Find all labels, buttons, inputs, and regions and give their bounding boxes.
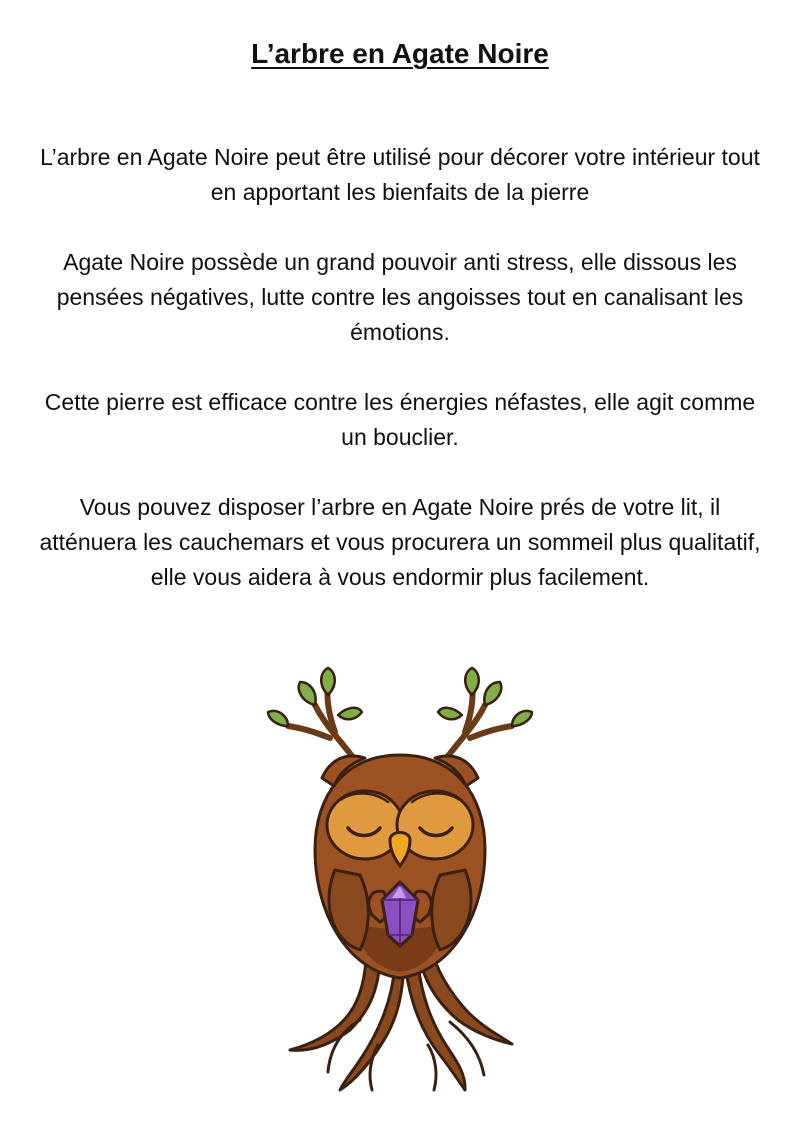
page-title: L’arbre en Agate Noire bbox=[251, 38, 549, 69]
paragraph-intro: L’arbre en Agate Noire peut être utilisé pour décorer votre intérieur tout en apportant les bienfaits de la pierre bbox=[40, 144, 760, 205]
paragraph-protection: Cette pierre est efficace contre les énergies néfastes, elle agit comme un bouclier. bbox=[44, 389, 756, 450]
owl-tree-illustration bbox=[260, 660, 540, 1110]
leaves bbox=[268, 668, 532, 726]
owl-tree-icon bbox=[260, 660, 540, 1110]
owl-wing-right bbox=[432, 870, 471, 950]
paragraph-anti-stress: Agate Noire possède un grand pouvoir anti stress, elle dissous les pensées négatives, lutte contre les angoisses tout en canalisant les émotions. bbox=[56, 249, 744, 345]
body-text bbox=[30, 140, 770, 630]
owl-wing-left bbox=[329, 870, 368, 950]
paragraph-sleep: Vous pouvez disposer l’arbre en Agate Noire prés de votre lit, il atténuera les cauchemars et vous procurera un sommeil plus qualitatif, elle vous aidera à vous endormir plus facilement. bbox=[39, 494, 761, 590]
branches bbox=[288, 685, 512, 760]
